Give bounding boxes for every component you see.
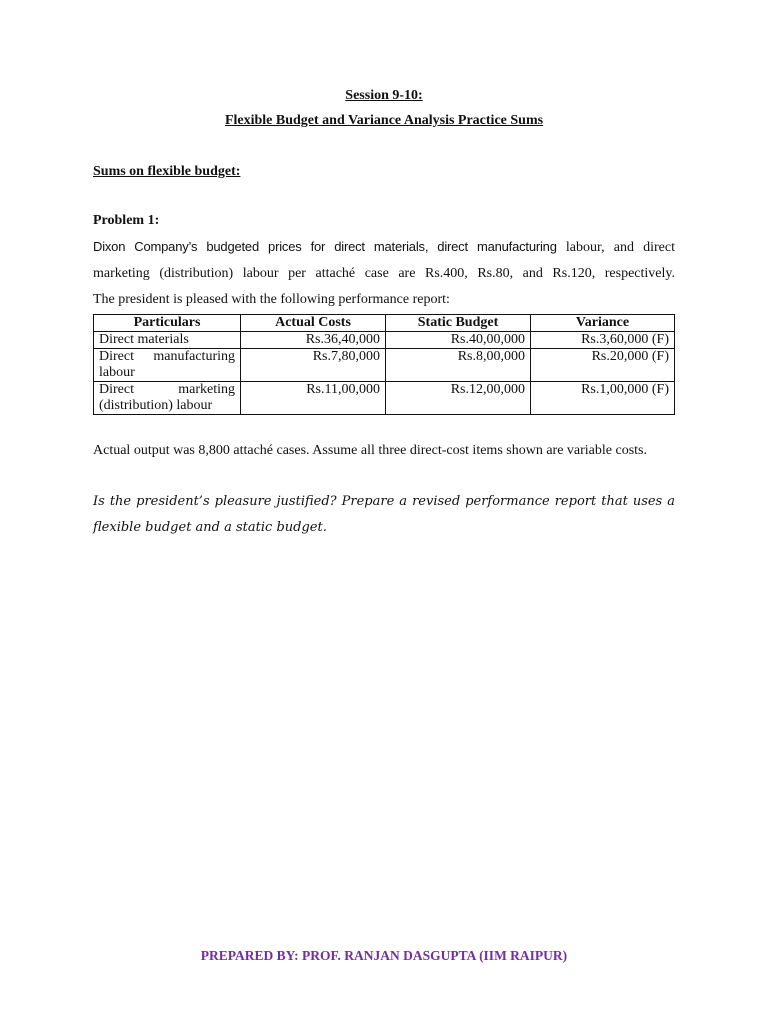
header-static-budget: Static Budget bbox=[386, 315, 531, 332]
problem-line-1 bbox=[93, 234, 675, 261]
problem-description bbox=[93, 234, 675, 313]
header-actual-costs: Actual Costs bbox=[241, 315, 386, 332]
table-row bbox=[94, 332, 675, 349]
problem-line-2: marketing (distribution) labour per attaché case are Rs.400, Rs.80, and Rs.120, respectively. bbox=[93, 266, 675, 281]
performance-report-table bbox=[93, 314, 675, 415]
table-row bbox=[94, 382, 675, 415]
cell-particulars: Direct materials bbox=[94, 332, 241, 349]
section-heading: Sums on flexible budget: bbox=[93, 164, 241, 179]
document-title: Flexible Budget and Variance Analysis Practice Sums bbox=[224, 113, 544, 128]
cell-variance: Rs.3,60,000 (F) bbox=[531, 332, 675, 349]
problem-heading: Problem 1: bbox=[93, 213, 160, 228]
table-row bbox=[94, 349, 675, 382]
cell-variance: Rs.20,000 (F) bbox=[531, 349, 675, 382]
cell-actual-costs: Rs.7,80,000 bbox=[241, 349, 386, 382]
cell-actual-costs: Rs.11,00,000 bbox=[241, 382, 386, 415]
problem-line-1-serif: labour, and direct bbox=[556, 240, 676, 255]
cell-static-budget: Rs.8,00,000 bbox=[386, 349, 531, 382]
problem-line-3: The president is pleased with the following performance report: bbox=[93, 292, 450, 307]
problem-line-1-sans: Dixon Company’s budgeted prices for direct materials, direct manufacturing bbox=[93, 239, 557, 254]
cell-static-budget: Rs.12,00,000 bbox=[386, 382, 531, 415]
table-header-row bbox=[94, 315, 675, 332]
footer-author: PREPARED BY: PROF. RANJAN DASGUPTA (IIM RAIPUR) bbox=[200, 948, 568, 963]
session-title: Session 9-10: bbox=[345, 88, 423, 103]
cell-actual-costs: Rs.36,40,000 bbox=[241, 332, 386, 349]
header-particulars: Particulars bbox=[94, 315, 241, 332]
cell-particulars: Direct marketing (distribution) labour bbox=[94, 382, 241, 415]
cell-particulars: Direct manufacturing labour bbox=[94, 349, 241, 382]
output-assumption-text: Actual output was 8,800 attaché cases. Assume all three direct-cost items shown are variable costs. bbox=[93, 443, 647, 458]
cell-static-budget: Rs.40,00,000 bbox=[386, 332, 531, 349]
cell-variance: Rs.1,00,000 (F) bbox=[531, 382, 675, 415]
question-text: Is the president’s pleasure justified? Prepare a revised performance report that uses a flexible budget and a static budget. bbox=[93, 494, 675, 535]
header-variance: Variance bbox=[531, 315, 675, 332]
